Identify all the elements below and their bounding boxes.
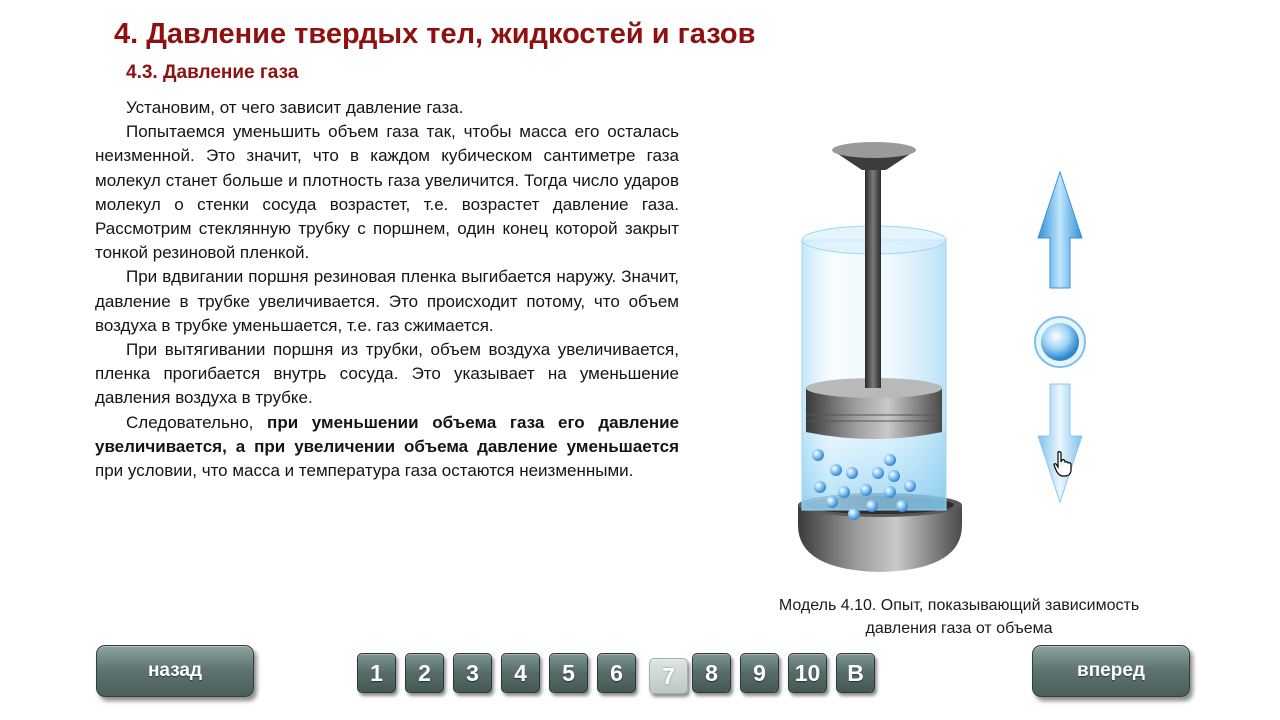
gas-tube-apparatus [790, 130, 970, 580]
piston-down-arrow[interactable] [1036, 382, 1084, 504]
paragraph-5-end: при условии, что масса и температура газа остаются неизменными. [95, 461, 634, 481]
page-10-button[interactable]: 10 [788, 653, 827, 693]
paragraph-2: Попытаемся уменьшить объем газа так, чтобы масса его осталась неизменной. Это значит, что в каждом кубическом сантиметре газа молекул станет больше и плотность газа увеличится. Тогда число ударов молекул о стенки сосуда возрастет, т.е. возрастет давление газа. Рассмотрим стеклянную трубку с поршнем, один конец которой закрыт тонкой резиновой пленкой. [95, 122, 679, 263]
paragraph-4: При вытягивании поршня из трубки, объем воздуха увеличивается, пленка прогибается внутрь сосуда. Это указывает на уменьшение давления воздуха в трубке. [95, 340, 679, 408]
hand-cursor-icon [1052, 450, 1074, 478]
caption-line-2: давления газа от объема [865, 620, 1053, 637]
section-subtitle: 4.3. Давление газа [126, 62, 299, 83]
piston-up-arrow[interactable] [1036, 170, 1084, 290]
page-6-button[interactable]: 6 [597, 653, 636, 693]
page-title: 4. Давление твердых тел, жидкостей и газов [114, 18, 756, 50]
paragraph-5-start: Следовательно, [126, 412, 268, 432]
page-9-button[interactable]: 9 [740, 653, 779, 693]
paragraph-1: Установим, от чего зависит давление газа. [126, 98, 464, 117]
next-button[interactable]: вперед [1032, 645, 1190, 697]
page-5-button[interactable]: 5 [549, 653, 588, 693]
paragraph-5-conclusion: при уменьшении объема газа его давление увеличивается, а при увеличении объема давление уменьшается [95, 412, 679, 456]
piston-stop-button[interactable] [1034, 316, 1086, 368]
body-text [95, 96, 679, 483]
paragraph-3: При вдвигании поршня резиновая пленка выгибается наружу. Значит, давление в трубке увеличивается. Это происходит потому, что объем воздуха в трубке уменьшается, т.е. газ сжимается. [95, 267, 679, 335]
page-1-button[interactable]: 1 [357, 653, 396, 693]
caption-line-1: Модель 4.10. Опыт, показывающий зависимость [778, 597, 1140, 614]
page-2-button[interactable]: 2 [405, 653, 444, 693]
page-7-button-current[interactable]: 7 [649, 658, 688, 694]
back-button[interactable]: назад [96, 645, 254, 697]
model-caption [736, 594, 1182, 640]
page-b-button[interactable]: B [836, 653, 875, 693]
paragraph-5 [95, 411, 679, 484]
page-8-button[interactable]: 8 [692, 653, 731, 693]
page-4-button[interactable]: 4 [501, 653, 540, 693]
page-3-button[interactable]: 3 [453, 653, 492, 693]
